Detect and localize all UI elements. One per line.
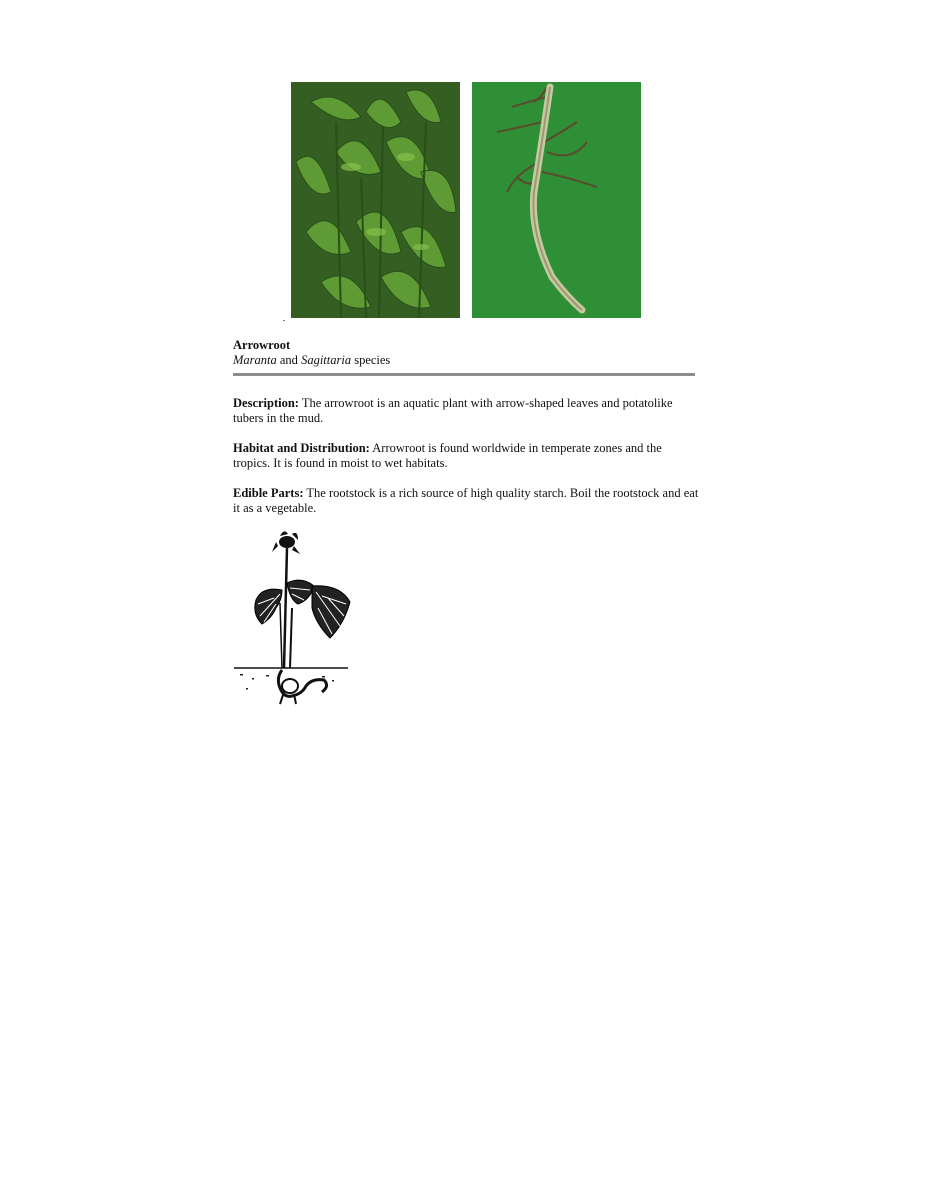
- description-section: [233, 396, 699, 426]
- genus-maranta: Maranta: [233, 353, 277, 367]
- rootstock-photo: [472, 82, 641, 318]
- edible-parts-label: Edible Parts:: [233, 486, 304, 500]
- habitat-section: [233, 441, 699, 471]
- leaves-photo-graphic: [291, 82, 460, 318]
- rootstock-photo-graphic: [472, 82, 641, 318]
- genus-sagittaria: Sagittaria: [301, 353, 352, 367]
- plant-scientific-name: [233, 353, 695, 368]
- plant-common-name: Arrowroot: [233, 338, 291, 352]
- description-text: The arrowroot is an aquatic plant with arrow-shaped leaves and potatolike tubers in the mud.: [233, 396, 673, 425]
- plant-illustration: [232, 528, 354, 706]
- plant-illustration-graphic: [232, 528, 354, 706]
- leaves-photo: [291, 82, 460, 318]
- description-label: Description:: [233, 396, 299, 410]
- conjunction-and: and: [279, 353, 298, 367]
- edible-parts-text: The rootstock is a rich source of high quality starch. Boil the rootstock and eat it as a vegetable.: [233, 486, 699, 515]
- habitat-text: Arrowroot is found worldwide in temperate zones and the tropics. It is found in moist to wet habitats.: [233, 441, 662, 470]
- section-divider: [233, 373, 695, 376]
- stray-mark: [283, 320, 285, 321]
- habitat-label: Habitat and Distribution:: [233, 441, 370, 455]
- plant-header: [233, 338, 695, 368]
- edible-parts-section: [233, 486, 699, 516]
- species-word: species: [354, 353, 391, 367]
